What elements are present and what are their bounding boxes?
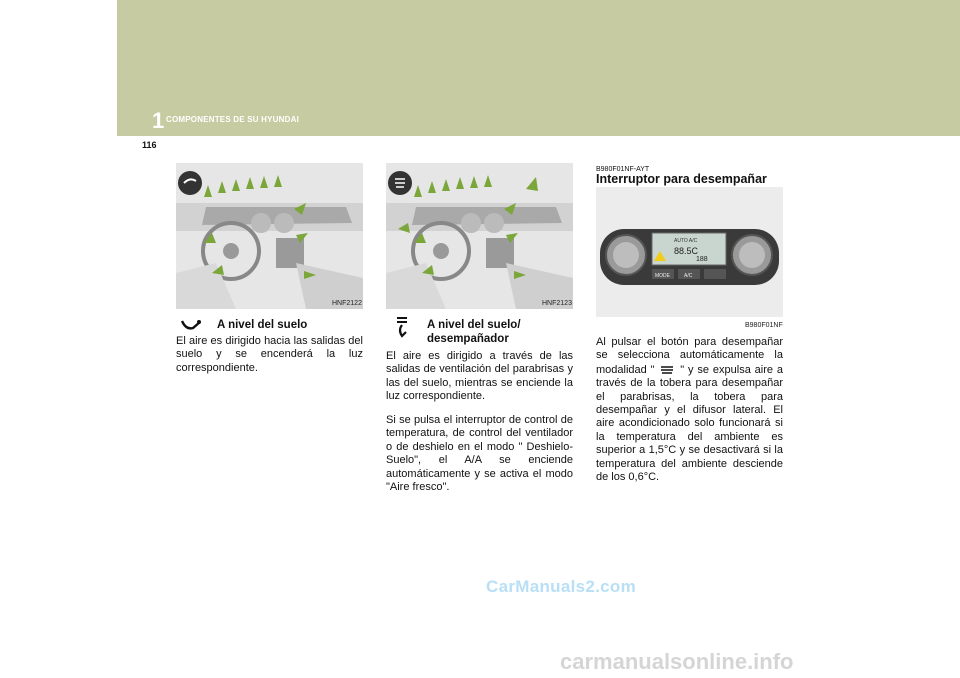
control-panel-illustration [596, 187, 783, 317]
figure-code: HNF2122 [332, 300, 362, 307]
dashboard-illustration [386, 163, 573, 309]
dashboard-photo-floor-defrost [386, 163, 573, 309]
control-panel-photo [596, 187, 783, 317]
paragraph-floor-defrost-1: El aire es dirigido a través de las salidas de ventilación del parabrisas y las del suelo, mientras se enciende la luz correspondiente. [386, 350, 573, 403]
section-title-floor-defrost-line1: A nivel del suelo/ [427, 319, 521, 331]
carmanualsonline-watermark: carmanualsonline.info [560, 649, 794, 674]
paragraph-defrost-switch [596, 336, 783, 484]
floor-defrost-mode-icon [394, 316, 410, 338]
lcd-top-text: AUTO A/C [674, 238, 698, 244]
page-number: 116 [134, 137, 172, 154]
lcd-small-text: 188 [696, 256, 708, 263]
section-title-defrost-switch: Interruptor para desempañar [596, 172, 767, 186]
chapter-number: 1 [152, 108, 165, 133]
floor-mode-icon [180, 318, 202, 332]
figure-code: B980F01NF [745, 322, 783, 329]
figure-code: HNF2123 [542, 300, 572, 307]
dashboard-illustration [176, 163, 363, 309]
section-code: B980F01NF-AYT [596, 166, 650, 173]
mode-button-label: MODE [655, 273, 670, 279]
chapter-title: COMPONENTES DE SU HYUNDAI [166, 115, 300, 124]
section-title-floor: A nivel del suelo [217, 319, 308, 331]
defrost-mode-icon [658, 363, 676, 375]
paragraph-floor-defrost-2: Si se pulsa el interruptor de control de temperatura, de control del ventilador o de deshielo en el modo " Deshielo-Suelo", el A/A se enciende automáticamente y se activa el modo "Aire fresco". [386, 414, 573, 494]
lcd-temp-text: 88.5C [674, 246, 699, 256]
paragraph-floor: El aire es dirigido hacia las salidas del suelo y se encenderá la luz correspondiente. [176, 335, 363, 374]
carmanuals-watermark: CarManuals2.com [486, 577, 636, 596]
ac-button-label: A/C [684, 273, 693, 279]
dashboard-photo-floor [176, 163, 363, 309]
paragraph-defrost-text-a: Al pulsar el botón para desempañar se selecciona automáticamente la modalidad " [596, 336, 783, 376]
section-title-floor-defrost-line2: desempañador [427, 333, 509, 345]
paragraph-defrost-text-b: " y se expulsa aire a través de la tobera para desempañar el parabrisas, la tobera para desempañar y el difusor lateral. El aire acondicionado solo funcionará si la temperatura del ambiente es superior a 1,5°C y se desactivará si la temperatura del ambiente desciende de los 0,6°C. [596, 363, 784, 484]
